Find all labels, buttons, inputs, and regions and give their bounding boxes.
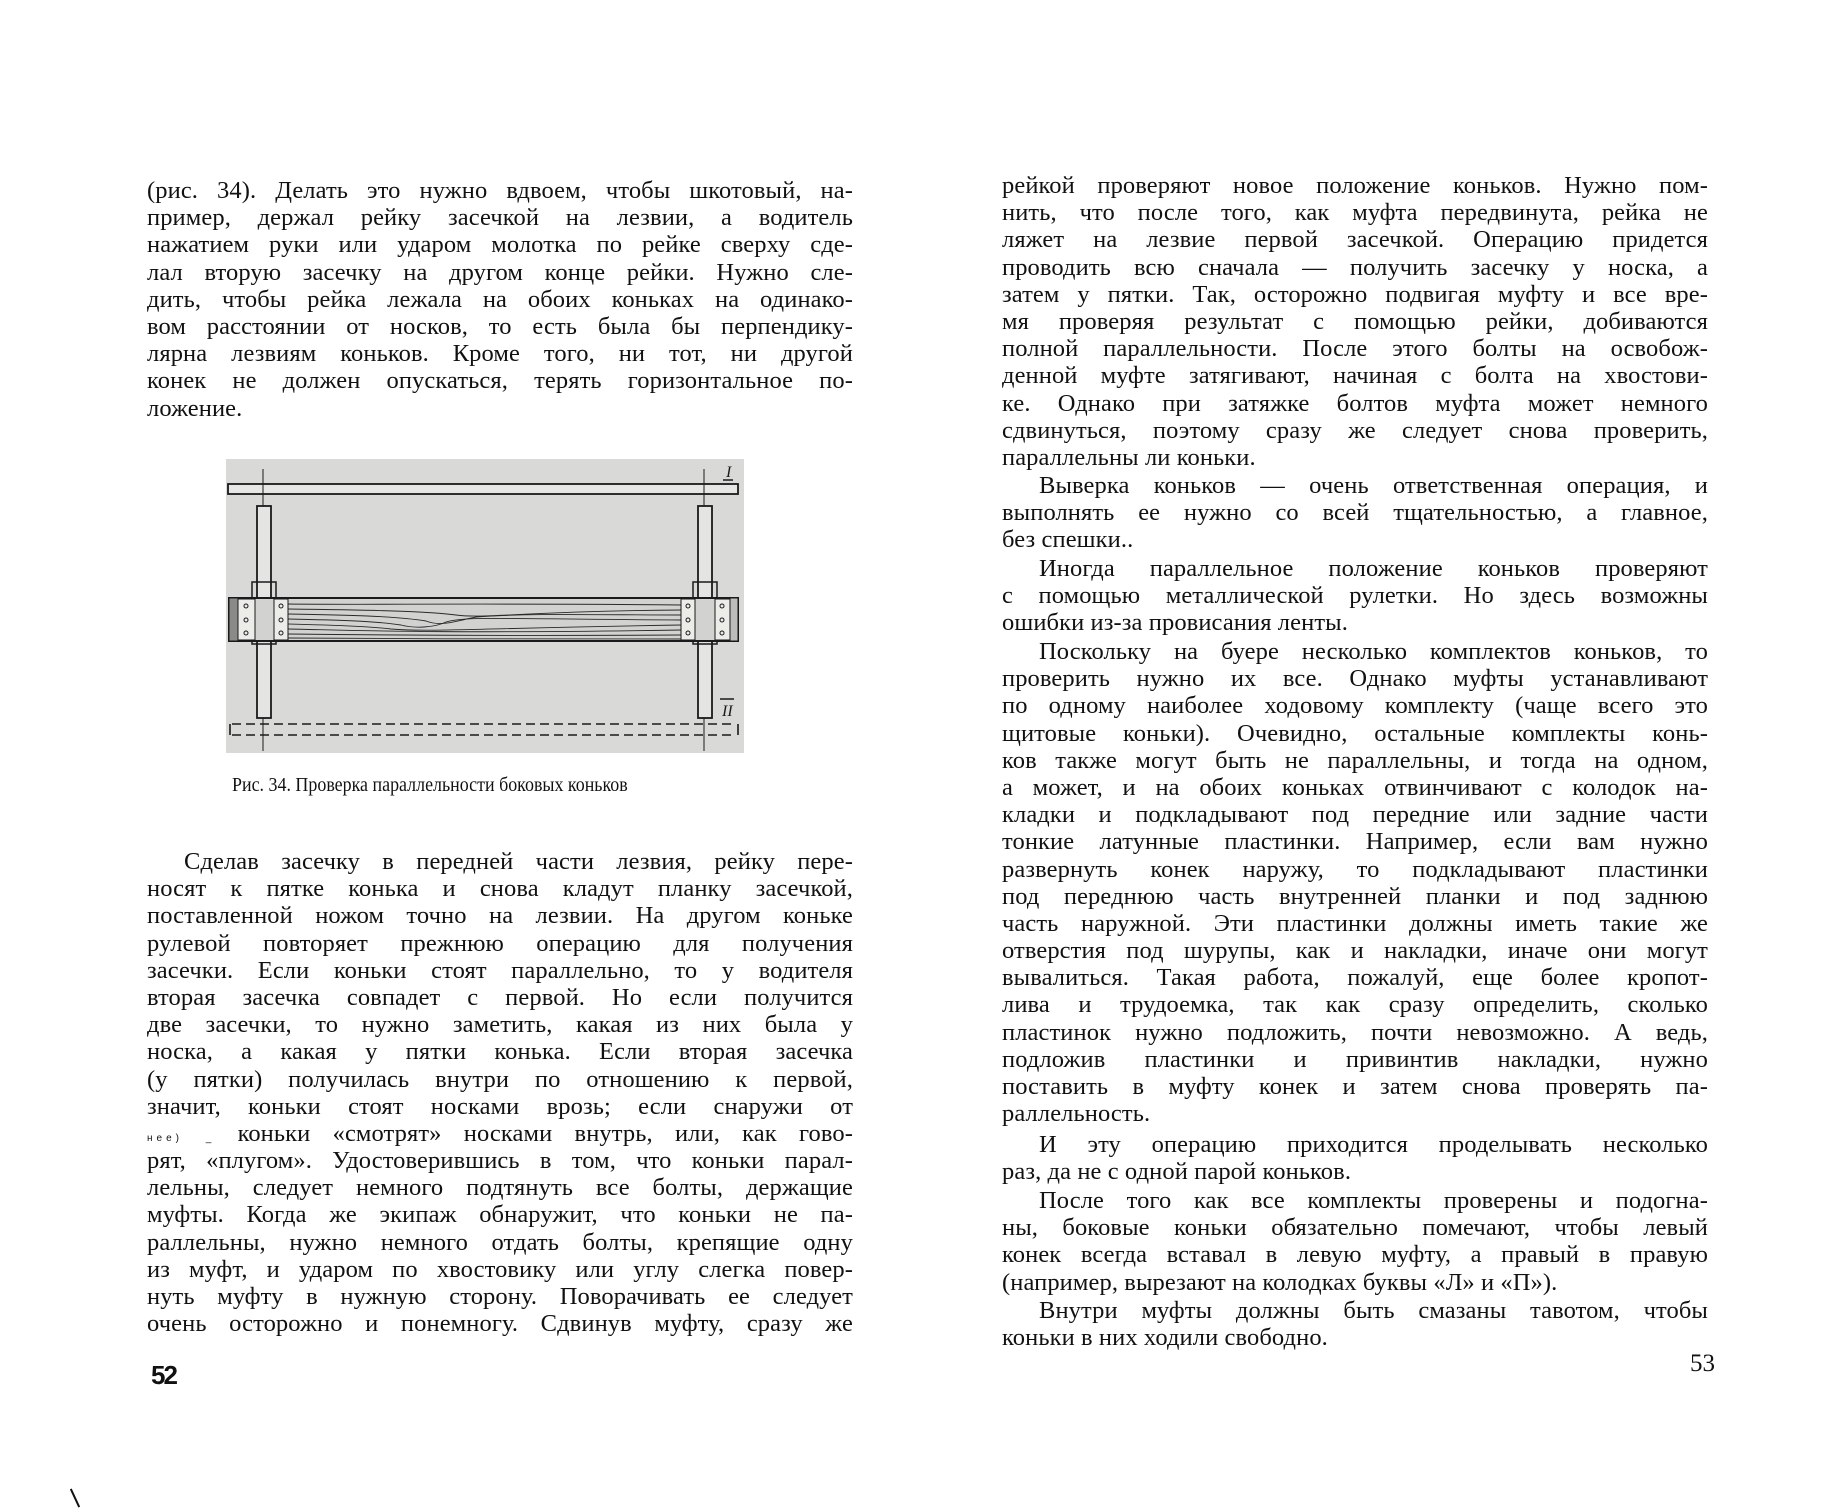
text-fragment: коньки «смотрят» носками внутрь, или, как гово- (237, 1119, 853, 1147)
right-paragraph-4 (1002, 638, 1708, 1127)
text-line: Выверка коньков — очень ответственная операция, и (1039, 472, 1708, 499)
right-paragraph-5 (1002, 1131, 1708, 1185)
text-line: рят, «плугом». Удостоверившись в том, что коньки парал- (147, 1147, 853, 1175)
text-line: Внутри муфты должны быть смазаны тавотом, чтобы (1039, 1297, 1708, 1324)
text-line: пластинок нужно подложить, почти невозможно. А ведь, (1002, 1018, 1708, 1046)
text-line: лал вторую засечку на другом конце рейки. Нужно сле- (147, 258, 853, 286)
text-line: нажатием руки или ударом молотка по рейке сверху сде- (147, 231, 853, 259)
text-line: денной муфте затягивают, начиная с болта на хвостови- (1002, 362, 1708, 390)
text-line: под переднюю часть внутренней планки и под заднюю (1002, 882, 1708, 910)
text-line: кладки и подкладывают под передние или задние части (1002, 801, 1708, 829)
text-line: раллельны, нужно немного отдать болты, крепящие одну (147, 1228, 853, 1256)
text-line: подложив пластинки и привинтив накладки, нужно (1002, 1045, 1708, 1073)
text-line: (рис. 34). Делать это нужно вдвоем, чтобы шкотовый, на- (147, 177, 853, 204)
left-paragraph-2 (147, 848, 853, 1337)
text-line: ны, боковые коньки обязательно помечают, чтобы левый (1002, 1214, 1708, 1242)
text-line: очень осторожно и понемногу. Сдвинув муфту, сразу же (147, 1310, 853, 1338)
text-line: пример, держал рейку засечкой на лезвии, а водитель (147, 204, 853, 232)
text-line: (у пятки) получилась внутри по отношению к первой, (147, 1065, 853, 1093)
right-paragraph-6 (1002, 1187, 1708, 1296)
text-line: с помощью металлической рулетки. Но здесь возможны (1002, 582, 1708, 610)
text-line: ошибки из-за провисания ленты. (1002, 609, 1348, 637)
text-line: раллельность. (1002, 1100, 1151, 1128)
text-line: (например, вырезают на колодках буквы «Л» и «П»). (1002, 1268, 1558, 1296)
text-line: выполнять ее нужно со всей тщательностью, а главное, (1002, 499, 1708, 527)
text-line: развернуть конек наружу, то подкладывают пластинки (1002, 855, 1708, 883)
text-line: поставить в муфту конек и затем снова проверять па- (1002, 1073, 1708, 1100)
text-line: носка, а какая у пятки конька. Если вторая засечка (147, 1038, 853, 1066)
text-line: раз, да не с одной парой коньков. (1002, 1158, 1352, 1186)
text-line: вывалиться. Такая работа, пожалуй, еще более кропот- (1002, 964, 1708, 992)
page-number-right: 53 (1690, 1350, 1715, 1377)
label-I: I (726, 464, 732, 481)
text-line: параллельны ли коньки. (1002, 443, 1256, 471)
text-line: отверстия под шурупы, как и накладки, иначе они могут (1002, 937, 1708, 965)
text-line: полной параллельности. После этого болты на освобож- (1002, 335, 1708, 363)
left-paragraph-1 (147, 177, 853, 422)
skate-alignment-drawing (226, 459, 744, 753)
text-line: муфты. Когда же экипаж обнаружит, что коньки не па- (147, 1201, 853, 1229)
text-line: две засечки, то нужно заметить, какая из них была у (147, 1011, 853, 1039)
text-line: коньки в них ходили свободно. (1002, 1324, 1328, 1352)
text-line: вторая засечка совпадет с первой. Но если получится (147, 983, 853, 1011)
text-line: ляжет на лезвие первой засечкой. Операцию придется (1002, 226, 1708, 254)
text-line: Иногда параллельное положение коньков проверяют (1039, 555, 1708, 582)
text-line: щитовые коньки). Очевидно, остальные комплекты конь- (1002, 719, 1708, 747)
text-line: носят к пятке конька и снова кладут планку засечкой, (147, 875, 853, 903)
text-line: нуть муфту в нужную сторону. Поворачивать ее следует (147, 1283, 853, 1310)
text-line: нить, что после того, как муфта передвинута, рейка не (1002, 199, 1708, 227)
text-line: И эту операцию приходится проделывать несколько (1039, 1131, 1708, 1158)
text-line: по одному наиболее ходовому комплекту (чаще всего это (1002, 692, 1708, 720)
text-line: лива и трудоемка, так как сразу определить, сколько (1002, 991, 1708, 1019)
right-paragraph-2 (1002, 472, 1708, 554)
text-line: значит, коньки стоят носками врозь; если снаружи от (147, 1092, 853, 1120)
right-paragraph-3 (1002, 555, 1708, 637)
text-line: Поскольку на буере несколько комплектов коньков, то (1039, 638, 1708, 665)
text-line: поставленной ножом точно на лезвии. На другом коньке (147, 902, 853, 930)
text-line: затем у пятки. Так, осторожно подвигая муфту и все вре- (1002, 280, 1708, 308)
text-line: лярна лезвиям коньков. Кроме того, ни тот, ни другой (147, 340, 853, 368)
text-line: После того как все комплекты проверены и подогна- (1039, 1187, 1708, 1214)
text-line: вом расстоянии от носков, то есть была бы перпендику- (147, 312, 853, 340)
right-paragraph-7 (1002, 1297, 1708, 1351)
text-line: из муфт, и ударом по хвостовику или углу слегка повер- (147, 1255, 853, 1283)
page-number-left: 52 (151, 1360, 176, 1390)
text-line: тонкие латунные пластинки. Например, если вам нужно (1002, 828, 1708, 856)
text-line: дить, чтобы рейка лежала на обоих коньках на одинако- (147, 285, 853, 313)
text-line: без спешки.. (1002, 526, 1134, 554)
text-line-with-fragment (147, 1120, 853, 1147)
text-line: лельны, следует немного подтянуть все болты, держащие (147, 1174, 853, 1202)
text-line: ков также могут быть не параллельны, и тогда на одном, (1002, 746, 1708, 774)
text-line: часть наружной. Эти пластинки должны иметь такие же (1002, 909, 1708, 937)
text-line: конек всегда вставал в левую муфту, а правый в правую (1002, 1241, 1708, 1269)
text-line: проверить нужно их все. Однако муфты устанавливают (1002, 665, 1708, 693)
figure-34-skate-parallelism-diagram (226, 459, 744, 753)
text-line: рулевой повторяет прежнюю операцию для получения (147, 929, 853, 957)
figure-caption: Рис. 34. Проверка параллельности боковых коньков (232, 775, 628, 796)
text-line: ложение. (147, 394, 243, 422)
text-line: ке. Однако при затяжке болтов муфта может немного (1002, 389, 1708, 417)
text-line: засечки. Если коньки стоят параллельно, то у водителя (147, 956, 853, 984)
text-line: а может, и на обоих коньках отвинчивают с колодок на- (1002, 773, 1708, 801)
stray-scan-mark (70, 1489, 80, 1508)
text-line: Сделав засечку в передней части лезвия, рейку пере- (184, 848, 853, 875)
text-line: сдвинуться, поэтому сразу же следует снова проверить, (1002, 416, 1708, 444)
text-line: конек не должен опускаться, терять горизонтальное по- (147, 367, 853, 395)
text-line: проводить всю сначала — получить засечку у носка, а (1002, 253, 1708, 281)
text-line: рейкой проверяют новое положение коньков. Нужно пом- (1002, 172, 1708, 199)
misprint-fragment: нее) _ (147, 1132, 216, 1144)
text-line: мя проверяя результат с помощью рейки, добиваются (1002, 307, 1708, 335)
right-paragraph-1 (1002, 172, 1708, 471)
label-II: II (722, 703, 733, 720)
